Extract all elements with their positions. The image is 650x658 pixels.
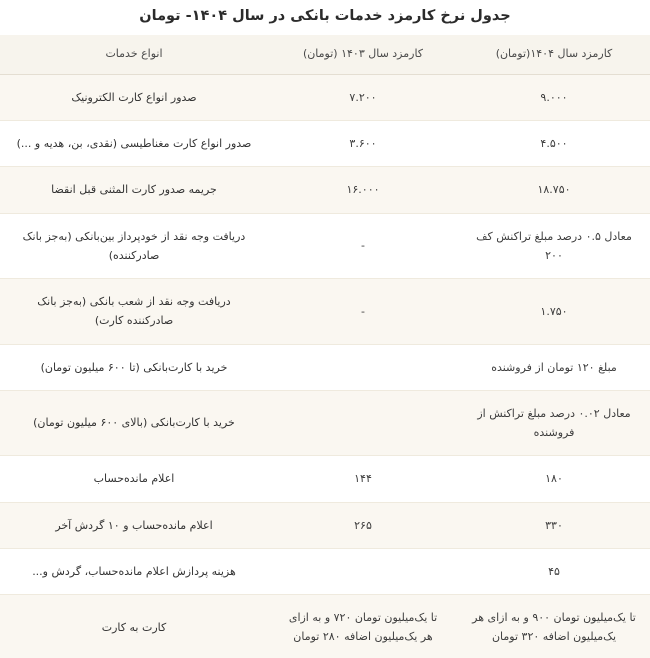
cell-fee-1404: ۴۵ bbox=[458, 548, 650, 594]
cell-fee-1403: ۱۴۴ bbox=[268, 456, 458, 502]
table-row bbox=[0, 548, 650, 594]
cell-fee-1404: ۱۸.۷۵۰ bbox=[458, 167, 650, 213]
cell-fee-1403 bbox=[268, 344, 458, 390]
cell-fee-1404: مبلغ ۱۲۰ تومان از فروشنده bbox=[458, 344, 650, 390]
cell-fee-1403: - bbox=[268, 279, 458, 345]
cell-service: اعلام مانده‌حساب و ۱۰ گردش آخر bbox=[0, 502, 268, 548]
cell-fee-1403: ۲۶۵ bbox=[268, 502, 458, 548]
column-header-service: انواع خدمات bbox=[0, 35, 268, 74]
cell-fee-1404: معادل ۰.۰۲ درصد مبلغ تراکنش از فروشنده bbox=[458, 390, 650, 456]
cell-service: جریمه صدور کارت المثنی قبل انقضا bbox=[0, 167, 268, 213]
cell-fee-1404: ۳۳۰ bbox=[458, 502, 650, 548]
cell-fee-1403: ۷.۲۰۰ bbox=[268, 74, 458, 120]
cell-service: صدور انواع کارت مغناطیسی (نقدی، بن، هدیه و ...) bbox=[0, 121, 268, 167]
table-row bbox=[0, 502, 650, 548]
table-body bbox=[0, 74, 650, 658]
cell-service: دریافت وجه نقد از خودپرداز بین‌بانکی (به‌جز بانک صادرکننده) bbox=[0, 213, 268, 279]
cell-fee-1403 bbox=[268, 390, 458, 456]
bank-fee-table bbox=[0, 35, 650, 658]
page-title: جدول نرخ کارمزد خدمات بانکی در سال ۱۴۰۴- تومان bbox=[139, 8, 511, 24]
cell-fee-1404: تا یک‌میلیون تومان ۹۰۰ و به ازای هر یک‌میلیون اضافه ۳۲۰ تومان bbox=[472, 611, 636, 644]
cell-service: خرید با کارت‌بانکی (بالای ۶۰۰ میلیون تومان) bbox=[0, 390, 268, 456]
cell-fee-1404: ۴.۵۰۰ bbox=[458, 121, 650, 167]
cell-fee-1404: ۹.۰۰۰ bbox=[458, 74, 650, 120]
table-row bbox=[0, 595, 650, 658]
table-row bbox=[0, 279, 650, 345]
table-row bbox=[0, 344, 650, 390]
cell-fee-1403 bbox=[268, 548, 458, 594]
table-row bbox=[0, 456, 650, 502]
column-header-fee-1403: کارمزد سال ۱۴۰۳ (تومان) bbox=[268, 35, 458, 74]
cell-fee-1404: معادل ۰.۵ درصد مبلغ تراکنش کف ۲۰۰ bbox=[458, 213, 650, 279]
table-row bbox=[0, 167, 650, 213]
cell-fee-1404: ۱.۷۵۰ bbox=[458, 279, 650, 345]
table-row bbox=[0, 121, 650, 167]
cell-fee-1403: ۳.۶۰۰ bbox=[268, 121, 458, 167]
cell-fee-1403: - bbox=[268, 213, 458, 279]
cell-service: هزینه پردازش اعلام مانده‌حساب، گردش و... bbox=[0, 548, 268, 594]
cell-service: خرید با کارت‌بانکی (تا ۶۰۰ میلیون تومان) bbox=[0, 344, 268, 390]
column-header-fee-1404: کارمزد سال ۱۴۰۴(تومان) bbox=[458, 35, 650, 74]
table-header-row bbox=[0, 35, 650, 74]
cell-service: صدور انواع کارت الکترونیک bbox=[0, 74, 268, 120]
cell-fee-1404: ۱۸۰ bbox=[458, 456, 650, 502]
cell-service: اعلام مانده‌حساب bbox=[0, 456, 268, 502]
cell-service: کارت به کارت bbox=[101, 620, 167, 634]
table-row bbox=[0, 213, 650, 279]
cell-fee-1403: ۱۶.۰۰۰ bbox=[268, 167, 458, 213]
cell-fee-1403: تا یک‌میلیون تومان ۷۲۰ و به ازای هر یک‌میلیون اضافه ۲۸۰ تومان bbox=[288, 611, 438, 644]
table-row bbox=[0, 390, 650, 456]
cell-service: دریافت وجه نقد از شعب بانکی (به‌جز بانک صادرکننده کارت) bbox=[0, 279, 268, 345]
table-row bbox=[0, 74, 650, 120]
table-header bbox=[0, 35, 650, 74]
